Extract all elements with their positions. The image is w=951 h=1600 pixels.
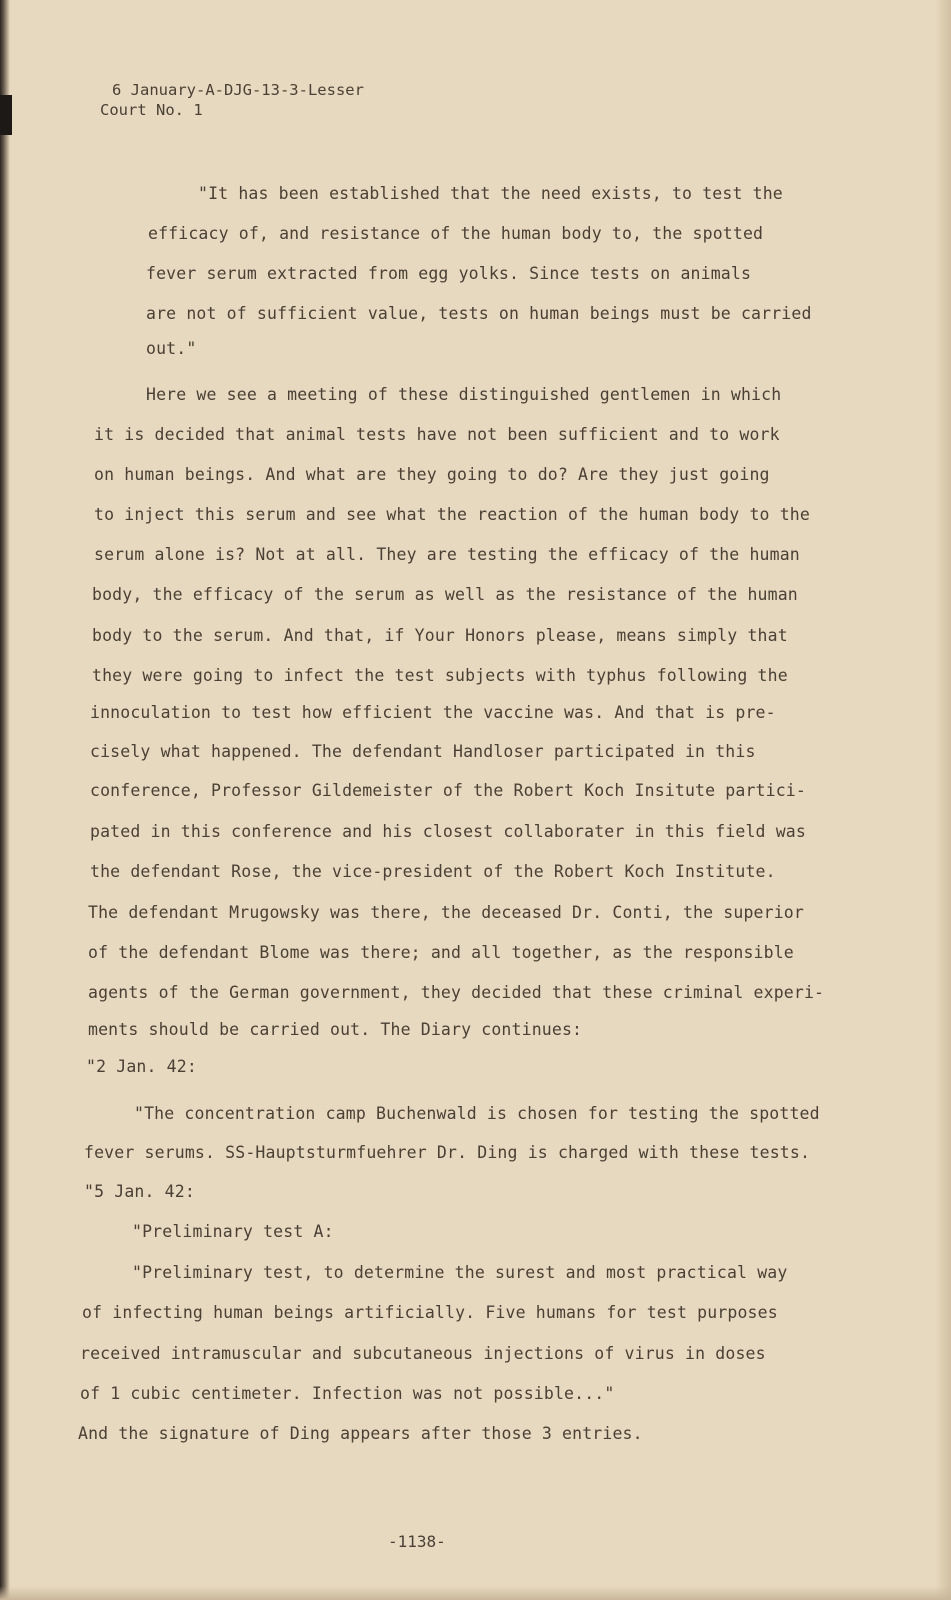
text-line: on human beings. And what are they going to do? Are they just going: [94, 465, 770, 484]
text-line: "The concentration camp Buchenwald is chosen for testing the spotted: [134, 1104, 820, 1123]
text-line: ments should be carried out. The Diary continues:: [88, 1020, 583, 1039]
text-line: conference, Professor Gildemeister of the Robert Koch Insitute partici-: [90, 781, 806, 800]
text-line: "Preliminary test, to determine the surest and most practical way: [132, 1263, 788, 1282]
text-line: Here we see a meeting of these distinguished gentlemen in which: [146, 385, 782, 404]
text-line: the defendant Rose, the vice-president of the Robert Koch Institute.: [90, 862, 776, 881]
text-line: fever serum extracted from egg yolks. Since tests on animals: [146, 264, 752, 283]
text-line: pated in this conference and his closest collaborater in this field was: [90, 822, 806, 841]
text-line: serum alone is? Not at all. They are testing the efficacy of the human: [94, 545, 800, 564]
text-line: of infecting human beings artificially. Five humans for test purposes: [82, 1303, 778, 1322]
text-line: out.": [146, 339, 197, 358]
text-line: "2 Jan. 42:: [86, 1057, 197, 1076]
text-line: body to the serum. And that, if Your Honors please, means simply that: [92, 626, 788, 645]
text-line: fever serums. SS-Hauptsturmfuehrer Dr. Ding is charged with these tests.: [84, 1143, 811, 1162]
text-line: "5 Jan. 42:: [84, 1182, 195, 1201]
text-line: cisely what happened. The defendant Handloser participated in this: [90, 742, 756, 761]
text-line: it is decided that animal tests have not been sufficient and to work: [94, 425, 780, 444]
text-line: to inject this serum and see what the reaction of the human body to the: [94, 505, 810, 524]
text-line: The defendant Mrugowsky was there, the deceased Dr. Conti, the superior: [88, 903, 804, 922]
document-reference: 6 January-A-DJG-13-3-Lesser: [112, 81, 364, 99]
text-line: agents of the German government, they decided that these criminal experi-: [88, 983, 825, 1002]
text-line: they were going to infect the test subjects with typhus following the: [92, 666, 788, 685]
text-line: And the signature of Ding appears after those 3 entries.: [78, 1424, 643, 1443]
text-line: of 1 cubic centimeter. Infection was not possible...": [80, 1384, 615, 1403]
text-line: innoculation to test how efficient the vaccine was. And that is pre-: [90, 703, 776, 722]
text-line: are not of sufficient value, tests on human beings must be carried: [146, 304, 812, 323]
text-line: "Preliminary test A:: [132, 1222, 334, 1241]
page-number: -1138-: [388, 1532, 446, 1551]
text-line: body, the efficacy of the serum as well as the resistance of the human: [92, 585, 798, 604]
text-line: of the defendant Blome was there; and all together, as the responsible: [88, 943, 794, 962]
text-line: received intramuscular and subcutaneous injections of virus in doses: [80, 1344, 766, 1363]
text-line: "It has been established that the need exists, to test the: [198, 184, 783, 203]
court-number: Court No. 1: [100, 101, 203, 119]
text-line: efficacy of, and resistance of the human body to, the spotted: [148, 224, 764, 243]
